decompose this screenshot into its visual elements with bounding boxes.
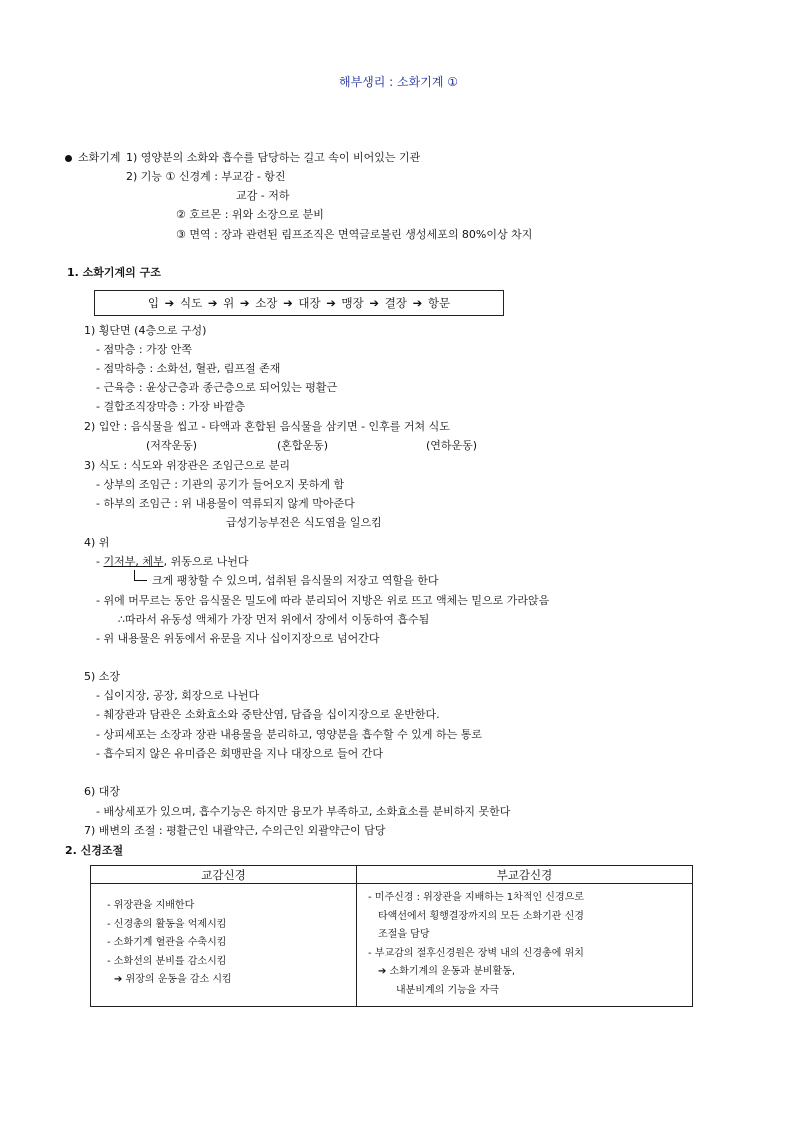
- digestive-flow-text: 입 ➔ 식도 ➔ 위 ➔ 소장 ➔ 대장 ➔ 맹장 ➔ 결장 ➔ 항문: [147, 296, 451, 310]
- s5-item-a: - 십이지장, 공장, 회장으로 나뉜다: [96, 689, 260, 702]
- intro-label: 소화기계: [78, 151, 121, 164]
- list-item: - 미주신경 : 위장관을 지배하는 1차적인 신경으로: [368, 892, 584, 903]
- table-header-sympathetic: 교감신경: [91, 866, 357, 884]
- s3-title: 3) 식도 : 식도와 위장관은 조임근으로 분리: [84, 459, 290, 472]
- bullet-icon: [65, 155, 72, 162]
- list-item: 타액선에서 횡행결장까지의 모든 소화기관 신경: [378, 910, 584, 922]
- s4-item-a-dash: -: [96, 555, 104, 568]
- s1-title: 1) 횡단면 (4층으로 구성): [84, 324, 207, 337]
- s2-motion-1: (저작운동): [146, 439, 198, 452]
- s4-item-c: - 위 내용물은 위동에서 유문을 지나 십이지장으로 넘어간다: [96, 632, 380, 645]
- s2-title: 2) 입안 : 음식물을 씹고 - 타액과 혼합된 음식물을 삼키면 - 인후를 거쳐 식도: [84, 420, 450, 433]
- sympathetic-cell: [91, 884, 357, 1007]
- s6-title: 6) 대장: [84, 785, 121, 798]
- nerve-control-table: [90, 865, 693, 1007]
- list-item: - 위장관을 지배한다: [107, 900, 195, 911]
- intro-line-3: 교감 - 저하: [236, 189, 290, 202]
- s1-item-c: - 근육층 : 윤상근층과 종근층으로 되어있는 평활근: [96, 381, 338, 394]
- s5-item-c: - 상피세포는 소장과 장관 내용물을 분리하고, 영양분을 흡수할 수 있게 하는 통로: [96, 728, 482, 741]
- list-item: - 부교감의 절후신경원은 장벽 내의 신경총에 위치: [368, 947, 584, 959]
- list-item: 조절을 담당: [378, 929, 430, 940]
- section-2-heading: 2. 신경조절: [65, 844, 124, 857]
- list-item: - 소화선의 분비를 감소시킴: [107, 955, 227, 967]
- s4-item-a: [96, 555, 248, 569]
- bracket-connector-icon: [134, 570, 147, 581]
- section-1-heading: 1. 소화기계의 구조: [67, 266, 161, 279]
- s4-item-b-detail: ∴따라서 유동성 액체가 가장 먼저 위에서 장에서 이동하여 흡수됨: [118, 613, 430, 626]
- s4-title: 4) 위: [84, 536, 110, 549]
- s3-item-b: - 하부의 조임근 : 위 내용물이 역류되지 않게 막아준다: [96, 497, 355, 510]
- list-item: 내분비계의 기능을 자극: [396, 984, 499, 996]
- list-item: ➔ 소화기계의 운동과 분비활동,: [378, 966, 516, 977]
- s6-item-a: - 배상세포가 있으며, 흡수기능은 하지만 융모가 부족하고, 소화효소를 분비하지 못한다: [96, 805, 511, 818]
- list-item: ➔ 위장의 운동을 감소 시킴: [114, 974, 232, 985]
- s4-item-a-rest: , 위동으로 나뉜다: [163, 555, 249, 568]
- s1-item-b: - 점막하층 : 소화선, 혈관, 림프절 존재: [96, 362, 281, 375]
- s5-item-b: - 췌장관과 담관은 소화효소와 중탄산염, 담즙을 십이지장으로 운반한다.: [96, 708, 440, 721]
- table-header-parasympathetic: 부교감신경: [357, 866, 693, 884]
- s5-title: 5) 소장: [84, 670, 121, 683]
- intro-line-5: ③ 면역 : 장과 관련된 림프조직은 면역글로불린 생성세포의 80%이상 차지: [176, 228, 533, 241]
- list-item: - 신경총의 활동을 억제시킴: [107, 918, 227, 930]
- parasympathetic-cell: [357, 884, 693, 1007]
- s1-item-d: - 결합조직장막층 : 가장 바깥층: [96, 400, 246, 413]
- s3-item-a: - 상부의 조임근 : 기관의 공기가 들어오지 못하게 함: [96, 478, 345, 491]
- intro-line-2: 2) 기능 ① 신경계 : 부교감 - 항진: [126, 170, 286, 183]
- s3-item-c: 급성기능부전은 식도염을 일으킴: [226, 516, 382, 529]
- s5-item-d: - 흡수되지 않은 유미즙은 회맹판을 지나 대장으로 들어 간다: [96, 747, 383, 760]
- s4-item-a-underlined: 기저부, 체부: [103, 555, 164, 568]
- s4-item-b: - 위에 머무르는 동안 음식물은 밀도에 따라 분리되어 지방은 위로 뜨고 액체는 밑으로 가라앉음: [96, 594, 550, 607]
- digestive-flow-box: [94, 290, 504, 316]
- s2-motion-3: (연하운동): [426, 439, 478, 452]
- page-title: 해부생리 : 소화기계 ①: [339, 75, 458, 89]
- s2-motion-2: (혼합운동): [277, 439, 329, 452]
- intro-line-4: ② 호르몬 : 위와 소장으로 분비: [176, 208, 324, 221]
- list-item: - 소화기계 혈관을 수축시킴: [107, 937, 227, 948]
- s4-item-a-detail: 크게 팽창할 수 있으며, 섭취된 음식물의 저장고 역할을 한다: [152, 574, 439, 587]
- intro-line-1: 1) 영양분의 소화와 흡수를 담당하는 길고 속이 비어있는 기관: [126, 151, 421, 164]
- s1-item-a: - 점막층 : 가장 안쪽: [96, 343, 193, 356]
- s7-title: 7) 배변의 조절 : 평활근인 내괄약근, 수의근인 외괄약근이 담당: [84, 824, 386, 837]
